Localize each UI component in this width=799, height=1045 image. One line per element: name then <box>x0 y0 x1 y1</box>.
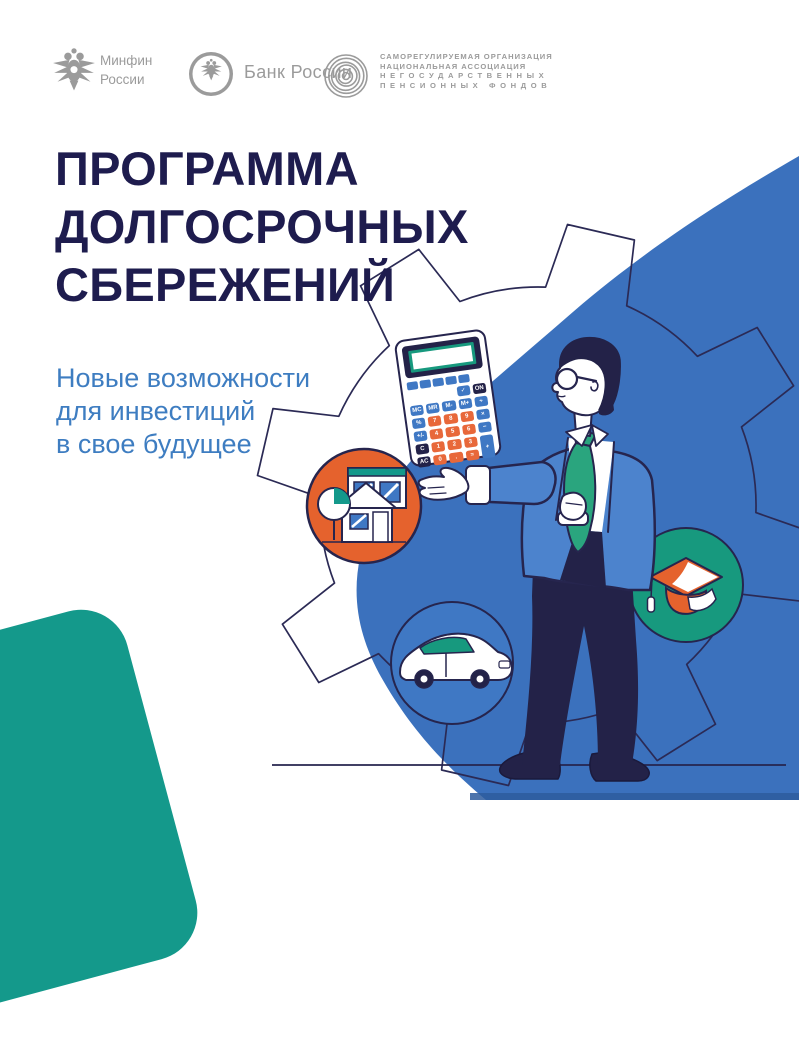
m-minus-key: M- <box>442 400 456 412</box>
calculator <box>394 328 503 468</box>
calculator-keypad <box>408 383 496 468</box>
key-8: 8 <box>444 413 458 425</box>
minfin-eagle-icon <box>52 46 96 102</box>
check-key: ✓ <box>456 385 470 397</box>
plus-key: + <box>479 434 495 459</box>
mc-key: MC <box>410 405 424 417</box>
key-7: 7 <box>428 415 442 427</box>
napf-rings-icon <box>322 52 370 100</box>
napf-line1: САМОРЕГУЛИРУЕМАЯ ОРГАНИЗАЦИЯ <box>380 52 553 62</box>
mr-key: MR <box>426 402 440 414</box>
multiply-key: × <box>476 408 490 420</box>
napf-line2: НАЦИОНАЛЬНАЯ АССОЦИАЦИЯ <box>380 62 553 72</box>
subtitle-line2: для инвестиций <box>56 395 310 428</box>
key-0: 0 <box>433 454 447 466</box>
calculator-display <box>408 342 476 373</box>
dot-key: . <box>449 452 463 464</box>
house-icon <box>307 449 421 563</box>
napf-logo <box>380 52 553 90</box>
minus-key: − <box>478 421 492 433</box>
bank-of-russia-eagle-icon <box>187 50 235 98</box>
m-plus-key: M+ <box>458 398 472 410</box>
equals-key: = <box>465 449 479 461</box>
subtitle-line1: Новые возможности <box>56 362 310 395</box>
c-key: C <box>415 443 429 455</box>
subtitle-line3: в свое будущее <box>56 428 310 461</box>
key-9: 9 <box>460 411 474 423</box>
napf-line4: ПЕНСИОННЫХ ФОНДОВ <box>380 81 553 91</box>
page-title <box>55 140 469 314</box>
key-2: 2 <box>447 439 461 451</box>
key-4: 4 <box>429 428 443 440</box>
page-subtitle <box>56 362 310 461</box>
title-line1: ПРОГРАММА <box>55 140 469 198</box>
minfin-logo <box>100 51 152 89</box>
key-6: 6 <box>462 424 476 436</box>
blob-bottom-shade <box>470 793 799 800</box>
on-key: ON <box>472 383 486 395</box>
car-icon <box>391 602 513 724</box>
key-3: 3 <box>463 436 477 448</box>
header-logos <box>0 0 799 110</box>
title-line3: СБЕРЕЖЕНИЙ <box>55 256 469 314</box>
divide-key: ÷ <box>474 396 488 408</box>
key-5: 5 <box>445 426 459 438</box>
calculator-screen <box>401 336 483 379</box>
minfin-line1: Минфин <box>100 51 152 70</box>
minfin-line2: России <box>100 70 152 89</box>
napf-line3: НЕГОСУДАРСТВЕННЫХ <box>380 71 553 81</box>
bank-of-russia-logo: Банк России <box>244 62 352 83</box>
key-1: 1 <box>431 441 445 453</box>
ac-key: AC <box>417 456 431 468</box>
title-line2: ДОЛГОСРОЧНЫХ <box>55 198 469 256</box>
plusminus-key: +/- <box>413 430 427 442</box>
percent-key: % <box>412 417 426 429</box>
